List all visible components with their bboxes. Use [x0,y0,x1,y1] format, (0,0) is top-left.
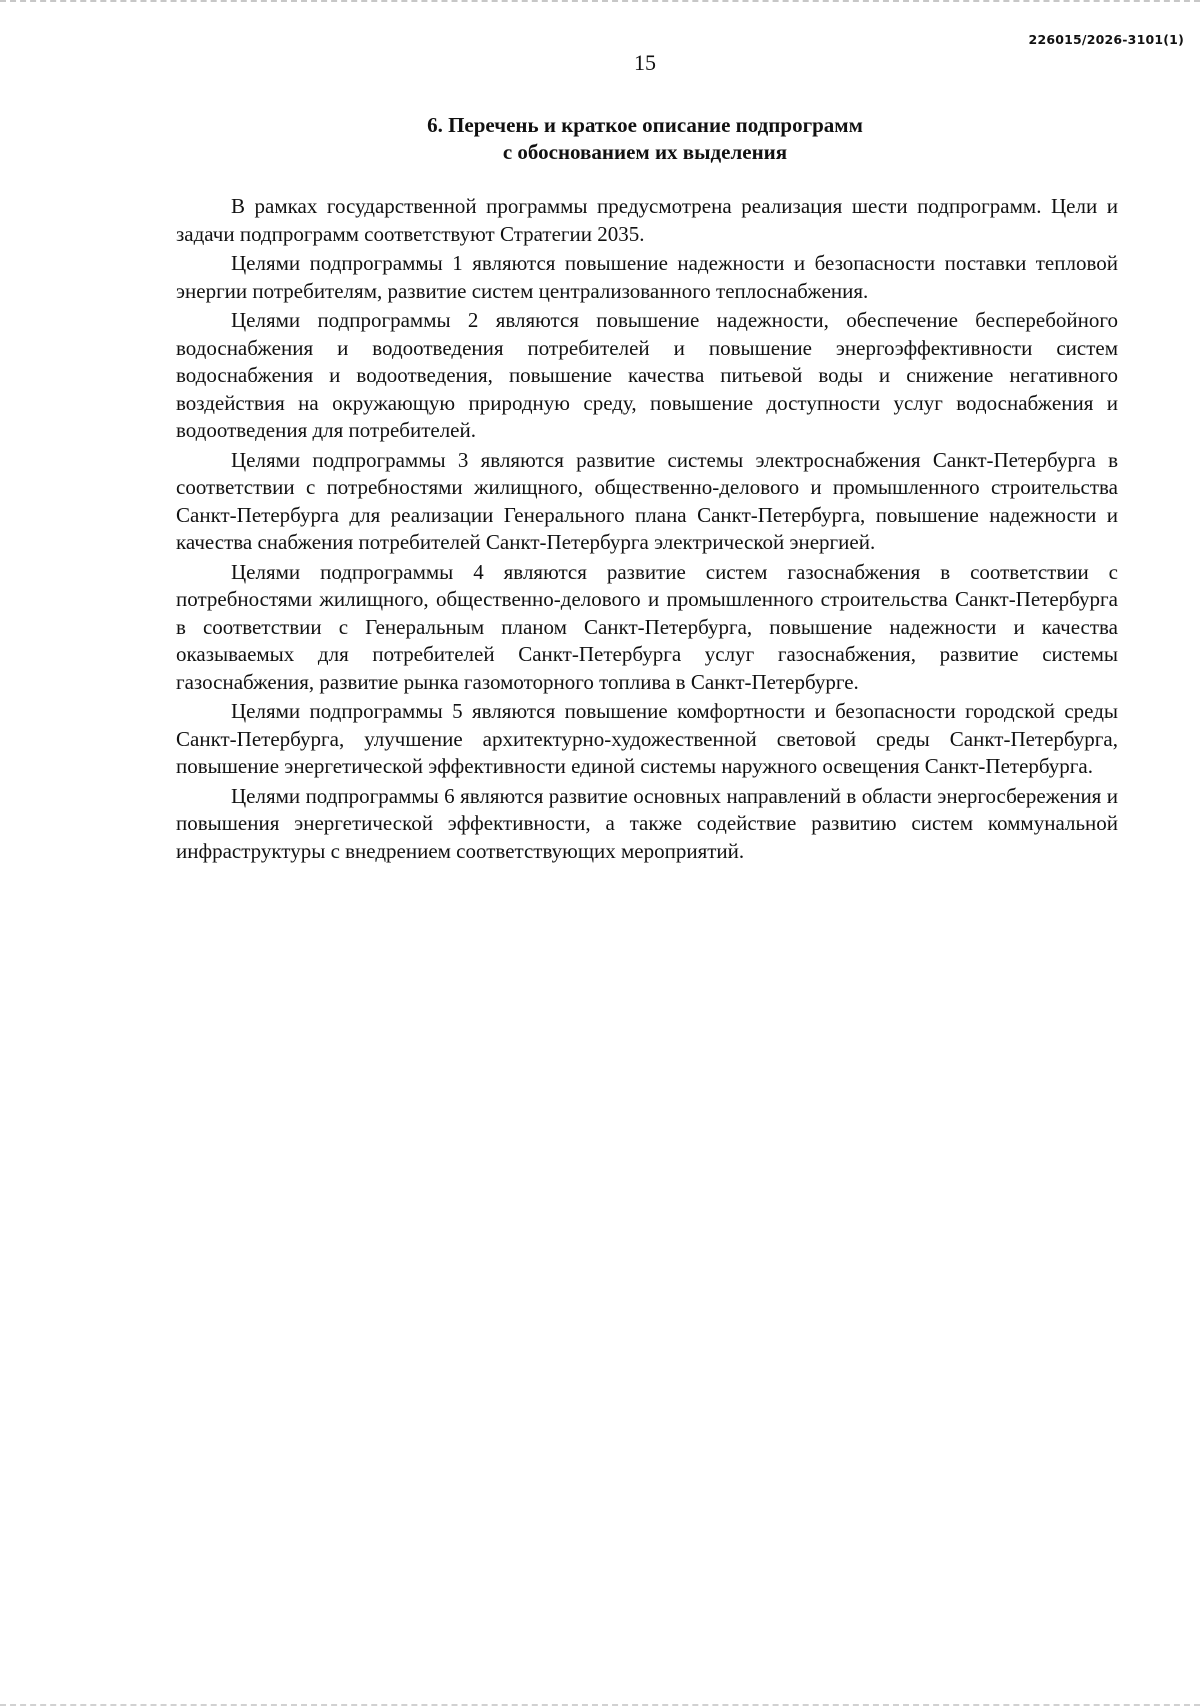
scan-edge-top [0,0,1200,4]
body-text [176,193,1118,867]
paragraph-subprogram-1: Целями подпрограммы 1 являются повышение надежности и безопасности поставки тепловой энергии потребителям, развитие систем централизованного теплоснабжения. [176,251,1118,303]
page-number: 15 [634,50,656,75]
paragraph-subprogram-3: Целями подпрограммы 3 являются развитие системы электроснабжения Санкт-Петербурга в соответствии с потребностями жилищного, общественно-делового и промышленного строительства Санкт-Петербурга для реализации Генерального плана Санкт-Петербурга, повышение надежности и качества снабжения потребителей Санкт-Петербурга электрической энергией. [176,447,1118,554]
paragraph-subprogram-6: Целями подпрограммы 6 являются развитие основных направлений в области энергосбережения и повышения энергетической эффективности, а также содействие развитию систем коммунальной инфраструктуры с внедрением соответствующих мероприятий. [176,783,1118,863]
paragraph-subprogram-5: Целями подпрограммы 5 являются повышение комфортности и безопасности городской среды Санкт-Петербурга, улучшение архитектурно-художественной световой среды Санкт-Петербурга, повышение энергетической эффективности единой системы наружного освещения Санкт-Петербурга. [176,699,1118,778]
document-id: 226015/2026-3101(1) [1028,32,1184,47]
scan-edge-bottom [0,1702,1200,1706]
section-heading-line-1: 6. Перечень и краткое описание подпрограмм [427,113,863,137]
section-heading [0,112,1200,166]
paragraph-subprogram-2: Целями подпрограммы 2 являются повышение надежности, обеспечение бесперебойного водоснабжения и водоотведения потребителей и повышение энергоэффективности систем водоснабжения и водоотведения, повышение качества питьевой воды и снижение негативного воздействия на окружающую природную среду, повышение доступности услуг водоснабжения и водоотведения для потребителей. [176,308,1118,442]
section-heading-line-2: с обоснованием их выделения [502,140,788,164]
paragraph-subprogram-4: Целями подпрограммы 4 являются развитие систем газоснабжения в соответствии с потребностями жилищного, общественно-делового и промышленного строительства Санкт-Петербурга в соответствии с Генеральным планом Санкт-Петербурга, повышение надежности и качества оказываемых для потребителей Санкт-Петербурга услуг газоснабжения, развитие системы газоснабжения, развитие рынка газомоторного топлива в Санкт-Петербурге. [176,559,1118,694]
paragraph-intro: В рамках государственной программы предусмотрена реализация шести подпрограмм. Цели и задачи подпрограмм соответствуют Стратегии 2035. [176,194,1118,246]
